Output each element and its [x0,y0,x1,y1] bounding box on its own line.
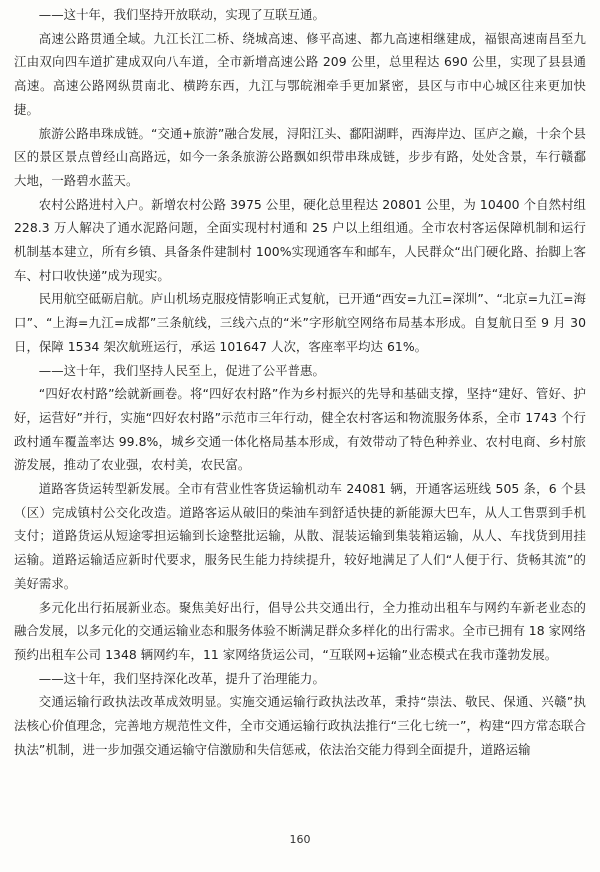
paragraph: 民用航空砥砺启航。庐山机场克服疫情影响正式复航，已开通“西安=九江=深圳”、“北京=九江=海口”、“上海=九江=成都”三条航线，三线六点的“米”字形航空网络布局基本形成。自复航日至 9 月 30 日，保障 1534 架次航班运行，承运 101647 人次，客座率平均达 61%。 [14,291,586,354]
paragraph: 道路客货运转型新发展。全市有营业性客货运输机动车 24081 辆，开通客运班线 505 条，6 个县（区）完成镇村公交化改造。道路客运从破旧的柴油车到舒适快捷的新能源大巴车，从人工售票到手机支付；道路货运从短途零担运输到长途整批运输，从散、混装运输到集装箱运输，从人、车找货到用挂运输。道路运输适应新时代要求，服务民生能力持续提升，较好地满足了人们“人便于行、货畅其流”的美好需求。 [14,481,586,591]
page-number: 160 [289,833,311,846]
paragraph: 旅游公路串珠成链。“交通+旅游”融合发展，浔阳江头、鄱阳湖畔，西海岸边、匡庐之巅，十余个县区的景区景点曾经山高路远，如今一条条旅游公路飘如织带串珠成链，步步有路，处处含景，车行赣鄱大地，一路碧水蓝天。 [14,125,586,188]
paragraph: 多元化出行拓展新业态。聚焦美好出行，倡导公共交通出行，全力推动出租车与网约车新老业态的融合发展，以多元化的交通运输业态和服务体验不断满足群众多样化的出行需求。全市已拥有 18 家网络预约出租车公司 1348 辆网约车，11 家网络货运公司，“互联网+运输”业态模式在我市蓬勃发展。 [14,599,586,662]
body-text [14,3,586,762]
section-heading: ——这十年，我们坚持开放联动，实现了互联互通。 [38,7,325,22]
paragraph: 交通运输行政执法改革成效明显。实施交通运输行政执法改革，秉持“崇法、敬民、保通、兴赣”执法核心价值理念，完善地方规范性文件，全市交通运输行政执法推行“三化七统一”，构建“四方常态联合执法”机制，进一步加强交通运输守信激励和失信惩戒，依法治交能力得到全面提升，道路运输 [14,694,586,757]
section-heading: ——这十年，我们坚持深化改革，提升了治理能力。 [38,670,325,686]
section-heading: ——这十年，我们坚持人民至上，促进了公平普惠。 [38,362,325,378]
paragraph: 高速公路贯通全域。九江长江二桥、绕城高速、修平高速、都九高速相继建成，福银高速南昌至九江由双向四车道扩建成双向八车道，全市新增高速公路 209 公里，总里程达 690 公里，实现了县县通高速。高速公路网纵贯南北、横跨东西，九江与鄂皖湘牵手更加紧密，县区与市中心城区往来更加快捷。 [14,30,586,117]
paragraph: “四好农村路”绘就新画卷。将“四好农村路”作为乡村振兴的先导和基础支撑，坚持“建好、管好、护好，运营好”并行，实施“四好农村路”示范市三年行动，健全农村客运和物流服务体系，全市 1743 个行政村通车覆盖率达 99.8%，城乡交通一体化格局基本形成，有效带动了特色种养业、农村电商、乡村旅游发展，推动了农业强，农村美，农民富。 [14,386,586,473]
paragraph: 农村公路进村入户。新增农村公路 3975 公里，硬化总里程达 20801 公里，为 10400 个自然村组 228.3 万人解决了通水泥路问题，全面实现村村通和 25 户以上组组通。全市农村客运保障机制和运行机制基本建立，所有乡镇、具备条件建制村 100%实现通客车和邮车，人民群众“出门硬化路、抬脚上客车、村口收快递”成为现实。 [14,196,586,283]
